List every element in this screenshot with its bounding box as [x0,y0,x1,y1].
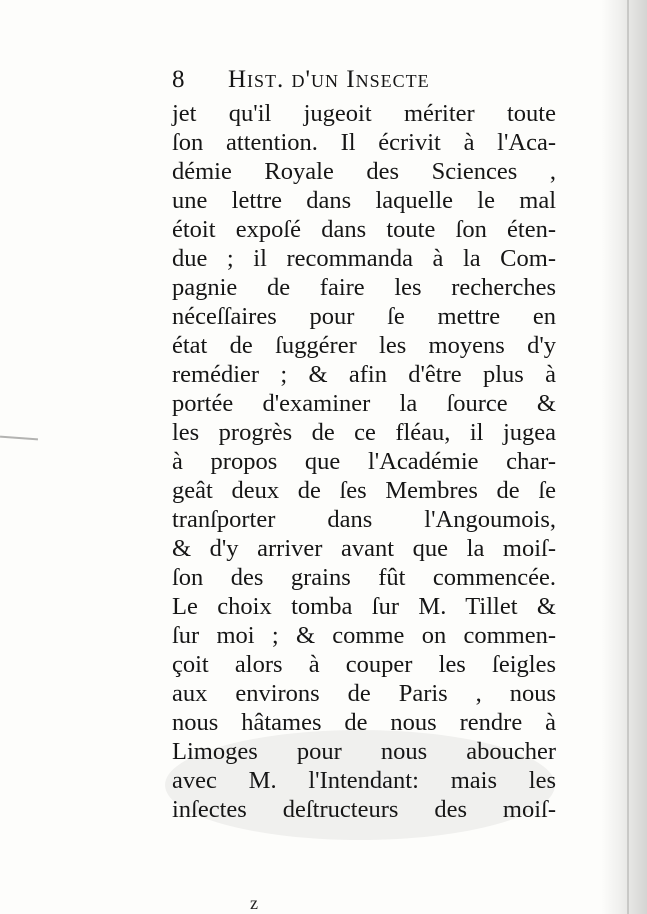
text-line: aux environs de Paris , nous [172,680,556,707]
text-line: Le choix tomba ſur M. Tillet & [172,593,556,620]
text-line: portée d'examiner la ſource & [172,390,556,417]
text-line: & d'y arriver avant que la moiſ- [172,535,556,562]
text-line: jet qu'il jugeoit mériter toute [172,100,556,127]
margin-ink-mark [0,436,38,441]
running-title: Hist. d'un Insecte [228,66,430,93]
text-line: ſon des grains fût commencée. [172,564,556,591]
text-line: les progrès de ce fléau, il jugea [172,419,556,446]
text-line: çoit alors à couper les ſeigles [172,651,556,678]
body-text [172,99,556,824]
page-header [172,66,552,96]
text-line: une lettre dans laquelle le mal [172,187,556,214]
text-line: étoit expoſé dans toute ſon éten- [172,216,556,243]
text-line: due ; il recommanda à la Com- [172,245,556,272]
text-line: geât deux de ſes Membres de ſe [172,477,556,504]
text-line: inſectes deſtructeurs des moiſ- [172,796,556,823]
text-line: ſur moi ; & comme on commen- [172,622,556,649]
page-gutter-shadow [601,0,647,914]
text-line: Limoges pour nous aboucher [172,738,556,765]
page-gutter-line [627,0,629,914]
text-line: ſon attention. Il écrivit à l'Aca- [172,129,556,156]
signature-mark: z [250,893,258,913]
text-line: néceſſaires pour ſe mettre en [172,303,556,330]
text-line: pagnie de faire les recherches [172,274,556,301]
text-line: avec M. l'Intendant: mais les [172,767,556,794]
text-line: nous hâtames de nous rendre à [172,709,556,736]
text-line: remédier ; & afin d'être plus à [172,361,556,388]
text-line: état de ſuggérer les moyens d'y [172,332,556,359]
text-line: démie Royale des Sciences , [172,158,556,185]
text-line: tranſporter dans l'Angoumois, [172,506,556,533]
page-number: 8 [172,66,185,93]
text-line: à propos que l'Académie char- [172,448,556,475]
